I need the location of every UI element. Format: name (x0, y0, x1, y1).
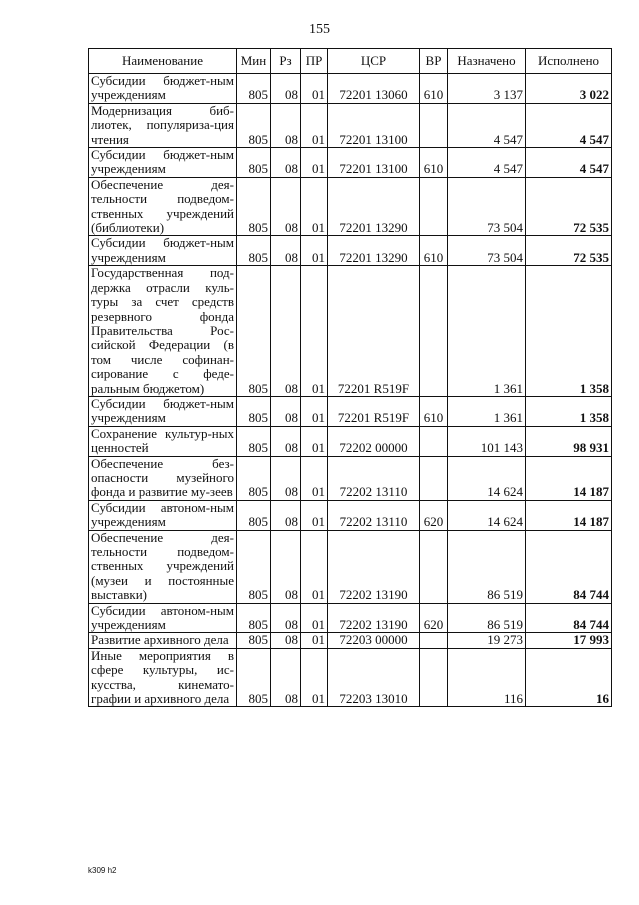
cell-executed: 17 993 (526, 633, 612, 648)
cell-vr (420, 103, 448, 147)
header-executed: Исполнено (526, 49, 612, 74)
cell-min: 805 (237, 103, 271, 147)
cell-assigned: 14 624 (448, 500, 526, 530)
table-header-row (89, 49, 612, 74)
table-row (89, 74, 612, 104)
cell-min: 805 (237, 500, 271, 530)
cell-name: Обеспечение дея-тельности подведом-ственных учреждений (музеи и постоянные выставки) (89, 530, 237, 603)
table-row (89, 456, 612, 500)
cell-rz: 08 (271, 148, 301, 178)
cell-rz: 08 (271, 500, 301, 530)
cell-name: Субсидии автоном-ным учреждениям (89, 500, 237, 530)
cell-pr: 01 (301, 500, 328, 530)
cell-rz: 08 (271, 266, 301, 397)
cell-vr (420, 456, 448, 500)
cell-rz: 08 (271, 633, 301, 648)
cell-min: 805 (237, 530, 271, 603)
cell-min: 805 (237, 648, 271, 707)
cell-min: 805 (237, 456, 271, 500)
header-name: Наименование (89, 49, 237, 74)
cell-vr: 620 (420, 500, 448, 530)
cell-assigned: 14 624 (448, 456, 526, 500)
cell-name: Иные мероприятия в сфере культуры, ис-кусства, кинемато-графии и архивного дела (89, 648, 237, 707)
cell-executed: 14 187 (526, 500, 612, 530)
cell-executed: 72 535 (526, 236, 612, 266)
cell-name: Субсидии бюджет-ным учреждениям (89, 236, 237, 266)
cell-min: 805 (237, 236, 271, 266)
cell-assigned: 73 504 (448, 236, 526, 266)
header-assigned: Назначено (448, 49, 526, 74)
cell-csr: 72201 13100 (328, 148, 420, 178)
cell-csr: 72202 13110 (328, 500, 420, 530)
cell-rz: 08 (271, 74, 301, 104)
cell-csr: 72202 13190 (328, 603, 420, 633)
cell-pr: 01 (301, 456, 328, 500)
cell-csr: 72201 R519F (328, 396, 420, 426)
header-csr: ЦСР (328, 49, 420, 74)
cell-pr: 01 (301, 177, 328, 236)
cell-executed: 16 (526, 648, 612, 707)
cell-pr: 01 (301, 148, 328, 178)
cell-vr (420, 633, 448, 648)
cell-assigned: 4 547 (448, 148, 526, 178)
cell-pr: 01 (301, 103, 328, 147)
cell-rz: 08 (271, 603, 301, 633)
cell-name: Обеспечение дея-тельности подведом-ственных учреждений (библиотеки) (89, 177, 237, 236)
cell-min: 805 (237, 177, 271, 236)
cell-csr: 72202 13190 (328, 530, 420, 603)
table-row (89, 148, 612, 178)
cell-pr: 01 (301, 266, 328, 397)
cell-rz: 08 (271, 103, 301, 147)
header-vr: ВР (420, 49, 448, 74)
cell-name: Субсидии бюджет-ным учреждениям (89, 396, 237, 426)
table-row (89, 426, 612, 456)
cell-min: 805 (237, 603, 271, 633)
header-min: Мин (237, 49, 271, 74)
cell-assigned: 116 (448, 648, 526, 707)
cell-vr: 610 (420, 148, 448, 178)
cell-min: 805 (237, 633, 271, 648)
header-rz: Рз (271, 49, 301, 74)
cell-name: Государственная под-держка отрасли куль-туры за счет средств резервного фонда Правительства Рос-сийской Федерации (в том числе софинан-сирование с феде-ральным бюджетом) (89, 266, 237, 397)
cell-csr: 72202 00000 (328, 426, 420, 456)
cell-min: 805 (237, 266, 271, 397)
cell-assigned: 73 504 (448, 177, 526, 236)
cell-pr: 01 (301, 648, 328, 707)
cell-min: 805 (237, 426, 271, 456)
table-row (89, 633, 612, 648)
cell-pr: 01 (301, 603, 328, 633)
cell-assigned: 19 273 (448, 633, 526, 648)
cell-rz: 08 (271, 456, 301, 500)
cell-executed: 1 358 (526, 266, 612, 397)
cell-vr: 610 (420, 236, 448, 266)
cell-executed: 3 022 (526, 74, 612, 104)
cell-assigned: 1 361 (448, 396, 526, 426)
cell-vr (420, 648, 448, 707)
cell-csr: 72201 13290 (328, 236, 420, 266)
cell-executed: 72 535 (526, 177, 612, 236)
footer-code: k309 h2 (88, 866, 117, 875)
cell-executed: 14 187 (526, 456, 612, 500)
cell-pr: 01 (301, 74, 328, 104)
cell-pr: 01 (301, 633, 328, 648)
table-row (89, 648, 612, 707)
cell-assigned: 4 547 (448, 103, 526, 147)
cell-executed: 84 744 (526, 603, 612, 633)
table-row (89, 177, 612, 236)
cell-vr (420, 177, 448, 236)
cell-name: Развитие архивного дела (89, 633, 237, 648)
cell-executed: 4 547 (526, 148, 612, 178)
table-row (89, 103, 612, 147)
cell-rz: 08 (271, 426, 301, 456)
table-row (89, 603, 612, 633)
cell-pr: 01 (301, 530, 328, 603)
cell-name: Субсидии бюджет-ным учреждениям (89, 148, 237, 178)
cell-assigned: 3 137 (448, 74, 526, 104)
cell-vr (420, 426, 448, 456)
cell-executed: 98 931 (526, 426, 612, 456)
cell-csr: 72201 13290 (328, 177, 420, 236)
cell-pr: 01 (301, 236, 328, 266)
table-row (89, 266, 612, 397)
table-row (89, 236, 612, 266)
cell-rz: 08 (271, 396, 301, 426)
cell-assigned: 86 519 (448, 603, 526, 633)
cell-executed: 84 744 (526, 530, 612, 603)
cell-name: Субсидии бюджет-ным учреждениям (89, 74, 237, 104)
cell-name: Обеспечение без-опасности музейного фонда и развитие му-зеев (89, 456, 237, 500)
cell-rz: 08 (271, 177, 301, 236)
cell-rz: 08 (271, 648, 301, 707)
table-row (89, 396, 612, 426)
cell-min: 805 (237, 396, 271, 426)
cell-rz: 08 (271, 236, 301, 266)
cell-name: Модернизация биб-лиотек, популяриза-ция чтения (89, 103, 237, 147)
page-number: 155 (309, 22, 330, 37)
cell-vr (420, 530, 448, 603)
table-row (89, 500, 612, 530)
cell-min: 805 (237, 74, 271, 104)
cell-assigned: 86 519 (448, 530, 526, 603)
cell-csr: 72202 13110 (328, 456, 420, 500)
cell-name: Субсидии автоном-ным учреждениям (89, 603, 237, 633)
budget-table (88, 48, 612, 707)
cell-rz: 08 (271, 530, 301, 603)
cell-name: Сохранение культур-ных ценностей (89, 426, 237, 456)
cell-min: 805 (237, 148, 271, 178)
cell-executed: 4 547 (526, 103, 612, 147)
cell-csr: 72201 R519F (328, 266, 420, 397)
cell-csr: 72201 13060 (328, 74, 420, 104)
cell-assigned: 101 143 (448, 426, 526, 456)
header-pr: ПР (301, 49, 328, 74)
cell-csr: 72201 13100 (328, 103, 420, 147)
cell-pr: 01 (301, 426, 328, 456)
cell-vr: 610 (420, 396, 448, 426)
cell-pr: 01 (301, 396, 328, 426)
cell-executed: 1 358 (526, 396, 612, 426)
cell-csr: 72203 13010 (328, 648, 420, 707)
cell-vr (420, 266, 448, 397)
cell-vr: 620 (420, 603, 448, 633)
cell-vr: 610 (420, 74, 448, 104)
table-row (89, 530, 612, 603)
cell-csr: 72203 00000 (328, 633, 420, 648)
cell-assigned: 1 361 (448, 266, 526, 397)
